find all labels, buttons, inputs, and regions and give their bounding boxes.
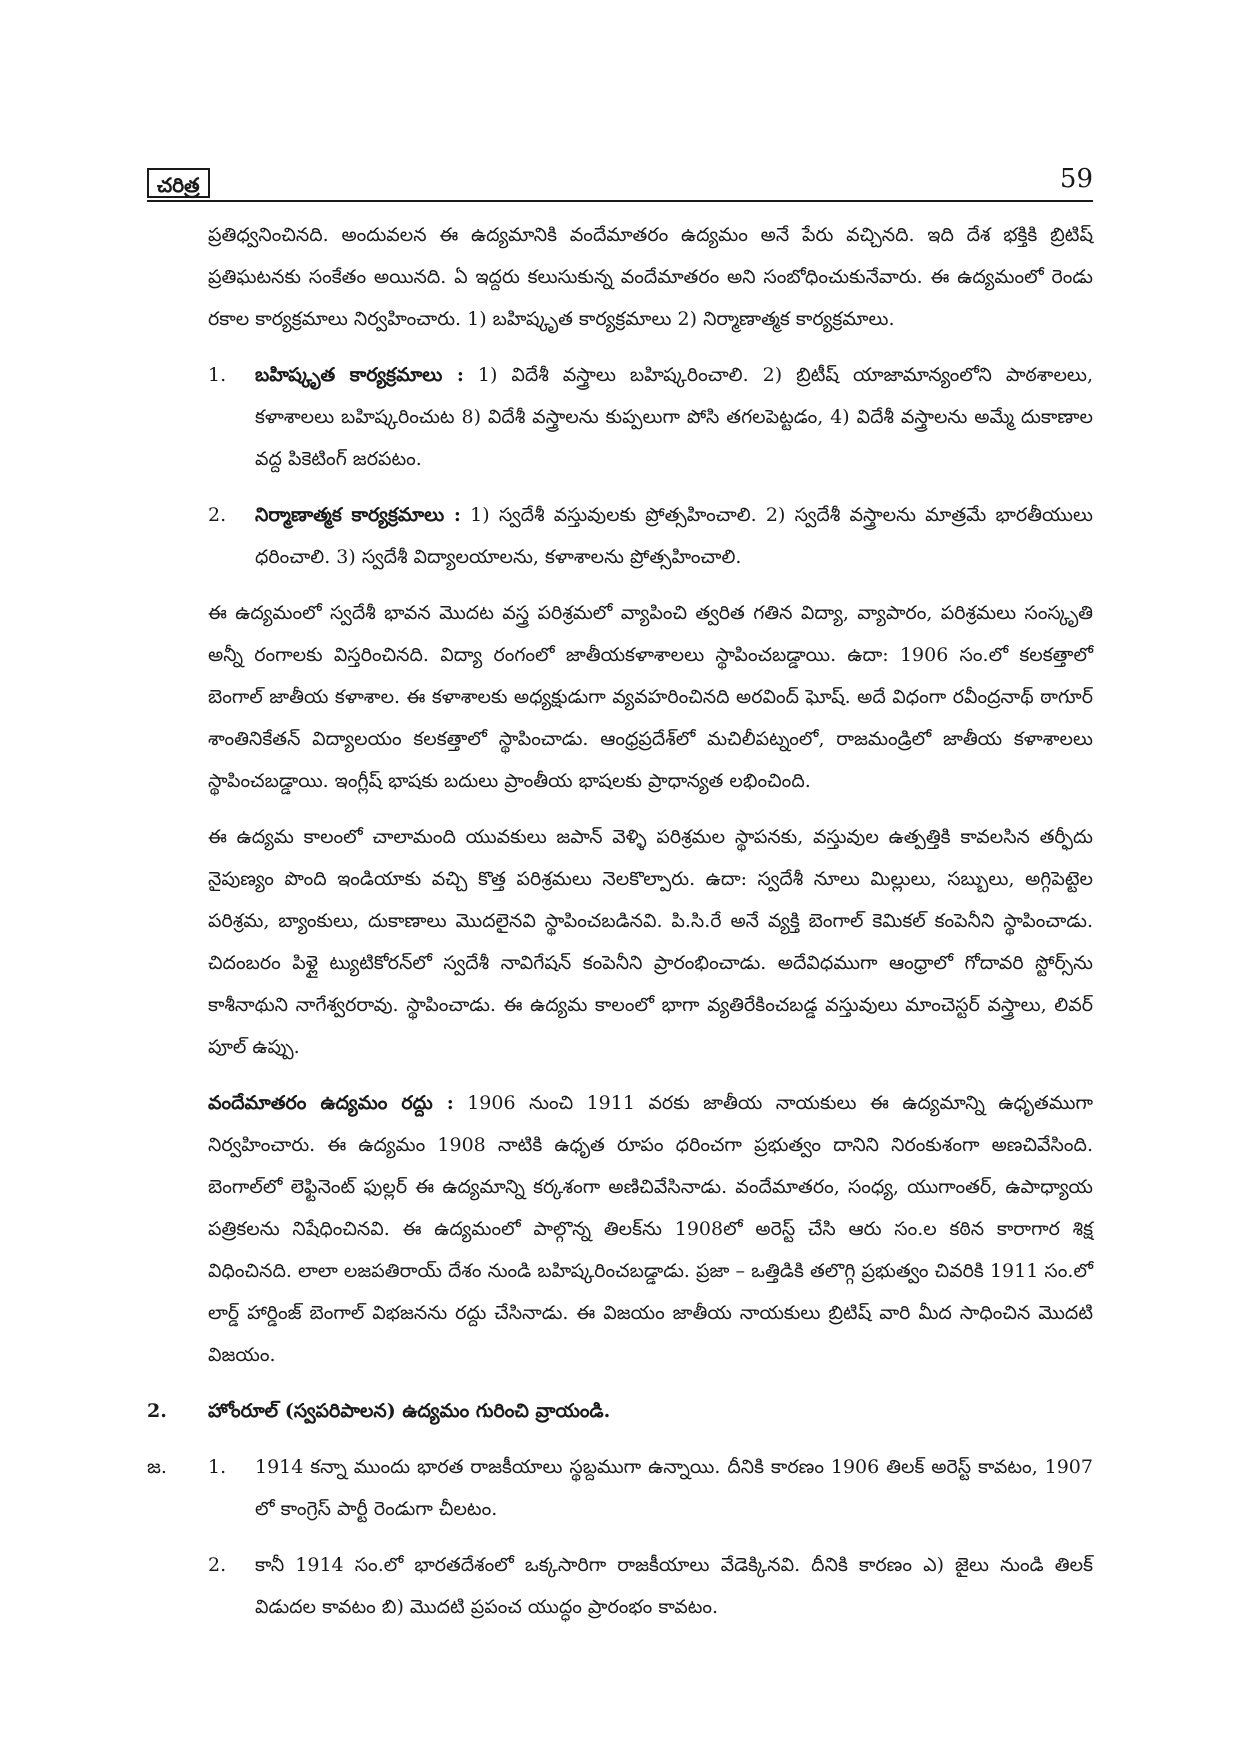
question-number: 2. — [147, 1400, 167, 1422]
list-item-number: 1. — [208, 364, 227, 386]
question-text: హోంరూల్ (స్వపరిపాలన) ఉద్యమం గురించి వ్రాయండి. — [208, 1400, 611, 1422]
list-item-title: బహిష్కృత కార్యక్రమాలు : — [255, 364, 464, 386]
page-number: 59 — [1059, 164, 1093, 194]
list-item — [208, 1544, 1093, 1628]
section-label: చరిత్ర — [147, 168, 210, 198]
answer-block — [147, 1446, 1093, 1628]
list-item-text: కానీ 1914 సం.లో భారతదేశంలో ఒక్కసారిగా రాజకీయాలు వేడెక్కినవి. దీనికి కారణం ఎ) జైలు నుండి తిలక్ విడుదల కావటం బి) మొదటి ప్రపంచ యుద్ధం ప్రారంభం కావటం. — [255, 1554, 1093, 1618]
answer-list — [208, 1446, 1093, 1628]
answer-label: జ. — [147, 1456, 167, 1478]
paragraph-intro: ప్రతిధ్వనించినది. అందువలన ఈ ఉద్యమానికి వందేమాతరం ఉద్యమం అనే పేరు వచ్చినది. ఇది దేశ భక్తికి బ్రిటిష్ ప్రతిఘటనకు సంకేతం అయినది. ఏ ఇద్దరు కలుసుకున్న వందేమాతరం అని సంబోధించుకునేవారు. ఈ ఉద్యమంలో రెండు రకాల కార్యక్రమాలు నిర్వహించారు. 1) బహిష్కృత కార్యక్రమాలు 2) నిర్మాణాత్మక కార్యక్రమాలు. — [208, 224, 1093, 330]
question-block — [147, 1390, 1093, 1432]
paragraph-swadeshi-education: ఈ ఉద్యమంలో స్వదేశీ భావన మొదట వస్త్ర పరిశ్రమలో వ్యాపించి త్వరిత గతిన విద్యా, వ్యాపారం, పరిశ్రమలు సంస్కృతి అన్నీ రంగాలకు విస్తరించినది. విద్యా రంగంలో జాతీయకళాశాలలు స్థాపించబడ్డాయి. ఉదా: 1906 సం.లో కలకత్తాలో బెంగాల్ జాతీయ కళాశాల. ఈ కళాశాలకు అధ్యక్షుడుగా వ్యవహరించినది అరవింద్ ఘోష్. అదే విధంగా రవీంద్రనాథ్ ఠాగూర్ శాంతినికేతన్ విద్యాలయం కలకత్తాలో స్థాపించాడు. ఆంధ్రప్రదేశ్‌లో మచిలీపట్నంలో, రాజమండ్రిలో జాతీయ కళాశాలలు స్థాపించబడ్డాయి. ఇంగ్లీష్ భాషకు బదులు ప్రాంతీయ భాషలకు ప్రాధాన్యత లభించింది. — [208, 602, 1093, 792]
list-item-number: 2. — [208, 504, 227, 526]
program-list — [208, 354, 1093, 578]
paragraph-text: 1906 నుంచి 1911 వరకు జాతీయ నాయకులు ఈ ఉద్యమాన్ని ఉధృతముగా నిర్వహించారు. ఈ ఉద్యమం 1908 నాటికి ఉధృత రూపం ధరించగా ప్రభుత్వం దానిని నిరంకుశంగా అణచివేసింది. బెంగాల్‌లో లెఫ్టినెంట్ ఫుల్లర్ ఈ ఉద్యమాన్ని కర్కశంగా అణిచివేసినాడు. వందేమాతరం, సంధ్య, యుగాంతర్, ఉపాధ్యాయ పత్రికలను నిషేధించినవి. ఈ ఉద్యమంలో పాల్గొన్న తిలక్‌ను 1908లో అరెస్ట్ చేసి ఆరు సం.ల కఠిన కారాగార శిక్ష విధించినది. లాలా లజపతిరాయ్ దేశం నుండి బహిష్కరించబడ్డాడు. ప్రజా – ఒత్తిడికి తలొగ్గి ప్రభుత్వం చివరికి 1911 సం.లో లార్డ్ హార్డింజ్ బెంగాల్ విభజనను రద్దు చేసినాడు. ఈ విజయం జాతీయ నాయకులు బ్రిటిష్ వారి మీద సాధించిన మొదటి విజయం. — [208, 1092, 1094, 1366]
list-item — [208, 1446, 1093, 1530]
list-item-title: నిర్మాణాత్మక కార్యక్రమాలు : — [255, 504, 461, 526]
page-header — [147, 160, 1093, 202]
list-item-number: 1. — [208, 1456, 227, 1478]
paragraph-heading: వందేమాతరం ఉద్యమం రద్దు : — [208, 1092, 454, 1114]
paragraph-swadeshi-industry: ఈ ఉద్యమ కాలంలో చాలామంది యువకులు జపాన్ వెళ్ళి పరిశ్రమల స్థాపనకు, వస్తువుల ఉత్పత్తికి కావలసిన తర్ఫీదు నైపుణ్యం పొంది ఇండియాకు వచ్చి కొత్త పరిశ్రమలు నెలకొల్పారు. ఉదా: స్వదేశీ నూలు మిల్లులు, సబ్బులు, అగ్గిపెట్టెల పరిశ్రమ, బ్యాంకులు, దుకాణాలు మొదలైనవి స్థాపించబడినవి. పి.సి.రే అనే వ్యక్తి బెంగాల్ కెమికల్ కంపెనీని స్థాపించాడు. చిదంబరం పిళ్లై ట్యుటికోరన్‌లో స్వదేశీ నావిగేషన్ కంపెనీని ప్రారంభించాడు. అదేవిధముగా ఆంధ్రాలో గోదావరి స్టోర్స్‌ను కాశీనాథుని నాగేశ్వరరావు. స్థాపించాడు. ఈ ఉద్యమ కాలంలో భాగా వ్యతిరేకించబడ్డ వస్తువులు మాంచెస్టర్ వస్త్రాలు, లివర్ పూల్ ఉప్పు. — [208, 826, 1093, 1058]
paragraph-movement-end — [208, 1082, 1093, 1376]
list-item-number: 2. — [208, 1554, 227, 1576]
list-item — [208, 494, 1093, 578]
list-item-text: 1) స్వదేశీ వస్తువులకు ప్రోత్సహించాలి. 2) స్వదేశీ వస్త్రాలను మాత్రమే భారతీయులు ధరించాలి. 3) స్వదేశీ విద్యాలయాలను, కళాశాలను ప్రోత్సహించాలి. — [255, 504, 1094, 568]
page-content — [147, 214, 1094, 1642]
header-rule — [147, 200, 1093, 202]
list-item — [208, 354, 1093, 480]
list-item-text: 1914 కన్నా ముందు భారత రాజకీయాలు స్థబ్దముగా ఉన్నాయి. దీనికి కారణం 1906 తిలక్ అరెస్ట్ కావటం, 1907 లో కాంగ్రెస్ పార్టీ రెండుగా చీలటం. — [255, 1456, 1093, 1520]
list-item-text: 1) విదేశీ వస్త్రాలు బహిష్కరించాలి. 2) బ్రిటీష్ యాజామాన్యంలోని పాఠశాలలు, కళాశాలలు బహిష్కరించుట 8) విదేశీ వస్త్రాలను కుప్పలుగా పోసి తగలపెట్టడం, 4) విదేశీ వస్త్రాలను అమ్మే దుకాణాల వద్ద పికెటింగ్ జరపటం. — [255, 364, 1093, 470]
